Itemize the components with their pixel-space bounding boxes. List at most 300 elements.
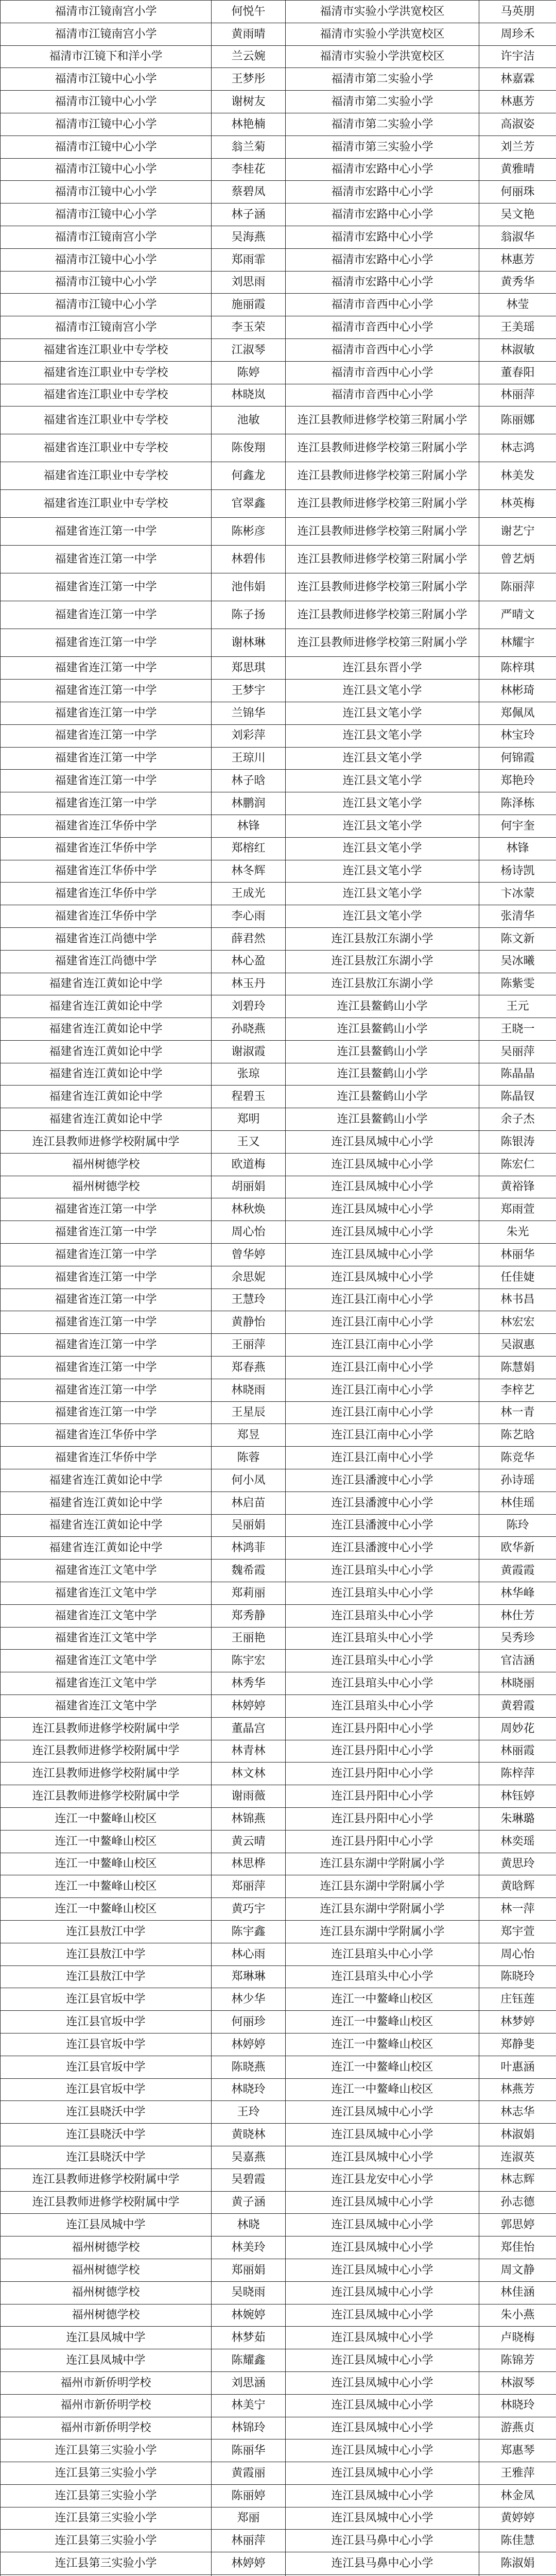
school-cell: 连江县潘渡中心小学 bbox=[286, 1492, 479, 1514]
table-row bbox=[1, 1920, 556, 1943]
school-cell: 连江县鳌鹤山小学 bbox=[286, 1108, 479, 1131]
table-row bbox=[1, 1040, 556, 1063]
name-cell: 胡丽娟 bbox=[212, 1176, 286, 1198]
table-row bbox=[1, 1604, 556, 1627]
name-cell: 王琼川 bbox=[212, 747, 286, 770]
name-cell: 郑雨萱 bbox=[479, 1198, 556, 1221]
name-cell: 郑榕红 bbox=[212, 837, 286, 860]
name-cell: 林思桦 bbox=[212, 1853, 286, 1875]
name-cell: 林淑娟 bbox=[479, 2124, 556, 2146]
school-cell: 福清市实验小学洪宽校区 bbox=[286, 45, 479, 68]
name-cell: 林志辉 bbox=[479, 2168, 556, 2191]
school-cell: 连江县琯头中心小学 bbox=[286, 1672, 479, 1695]
table-row bbox=[1, 792, 556, 815]
school-cell: 连江县敖江东湖小学 bbox=[286, 927, 479, 950]
name-cell: 孙晓燕 bbox=[212, 1018, 286, 1041]
school-cell: 连江县教师进修学校附属中学 bbox=[1, 1785, 212, 1808]
school-cell: 连江县敖江中学 bbox=[1, 1965, 212, 1988]
name-cell: 马英朋 bbox=[479, 1, 556, 23]
name-cell: 郑宇萱 bbox=[479, 1920, 556, 1943]
name-cell: 黄婷婷 bbox=[479, 2507, 556, 2530]
school-cell: 连江县东晋小学 bbox=[286, 657, 479, 680]
name-cell: 吴淑惠 bbox=[479, 1334, 556, 1357]
table-row bbox=[1, 2552, 556, 2575]
table-row bbox=[1, 1447, 556, 1469]
name-cell: 陈俊翔 bbox=[212, 434, 286, 462]
name-cell: 郑春燕 bbox=[212, 1357, 286, 1379]
school-cell: 连江县丹阳中心小学 bbox=[286, 1717, 479, 1740]
name-cell: 陈竞华 bbox=[479, 1447, 556, 1469]
table-row bbox=[1, 1560, 556, 1582]
name-cell: 陈宏仁 bbox=[479, 1153, 556, 1176]
table-row bbox=[1, 1198, 556, 1221]
table-row bbox=[1, 995, 556, 1018]
name-cell: 林心盈 bbox=[212, 950, 286, 973]
table-row bbox=[1, 2168, 556, 2191]
school-cell: 连江县敖江东湖小学 bbox=[286, 973, 479, 995]
school-cell: 福建省连江黄如论中学 bbox=[1, 1018, 212, 1041]
school-cell: 福清市音西中心小学 bbox=[286, 294, 479, 316]
school-cell: 连江县凤城中心小学 bbox=[286, 2214, 479, 2236]
name-cell: 谢林琳 bbox=[212, 629, 286, 657]
name-cell: 刘碧玲 bbox=[212, 995, 286, 1018]
school-cell: 连江县凤城中心小学 bbox=[286, 2304, 479, 2327]
school-cell: 福州市新侨明学校 bbox=[1, 2371, 212, 2394]
name-cell: 林惠芳 bbox=[479, 91, 556, 113]
table-row bbox=[1, 135, 556, 158]
school-cell: 连江县鳌鹤山小学 bbox=[286, 1018, 479, 1041]
name-cell: 高淑姿 bbox=[479, 113, 556, 135]
school-cell: 福建省连江第一中学 bbox=[1, 1289, 212, 1311]
table-row bbox=[1, 1807, 556, 1830]
table-row bbox=[1, 294, 556, 316]
table-row bbox=[1, 2214, 556, 2236]
name-cell: 余思妮 bbox=[212, 1266, 286, 1289]
table-row bbox=[1, 226, 556, 248]
school-cell: 连江县教师进修学校附属中学 bbox=[1, 2168, 212, 2191]
name-cell: 翁淑华 bbox=[479, 226, 556, 248]
school-cell: 连江县文笔小学 bbox=[286, 792, 479, 815]
name-cell: 郑静斐 bbox=[479, 2033, 556, 2056]
school-cell: 福建省连江文笔中学 bbox=[1, 1650, 212, 1672]
name-cell: 郑明 bbox=[212, 1108, 286, 1131]
school-cell: 连江县琯头中心小学 bbox=[286, 1650, 479, 1672]
name-cell: 黄雅晴 bbox=[479, 158, 556, 181]
school-cell: 连江县潘渡中心小学 bbox=[286, 1514, 479, 1537]
school-cell: 连江县东湖中学附属小学 bbox=[286, 1898, 479, 1921]
table-row bbox=[1, 1424, 556, 1447]
school-cell: 福建省连江第一中学 bbox=[1, 747, 212, 770]
school-cell: 福建省连江第一中学 bbox=[1, 1244, 212, 1266]
school-cell: 连江县凤城中心小学 bbox=[286, 2484, 479, 2507]
name-cell: 薛君然 bbox=[212, 927, 286, 950]
school-cell: 福州市新侨明学校 bbox=[1, 2394, 212, 2417]
name-cell: 吴丽萍 bbox=[479, 1040, 556, 1063]
name-cell: 欧道梅 bbox=[212, 1153, 286, 1176]
name-cell: 林淑敏 bbox=[479, 338, 556, 361]
name-cell: 王梦彤 bbox=[212, 68, 286, 91]
name-cell: 林梦婷 bbox=[479, 2011, 556, 2033]
school-cell: 连江县江南中心小学 bbox=[286, 1334, 479, 1357]
school-cell: 连江县教师进修学校第三附属小学 bbox=[286, 546, 479, 573]
table-row bbox=[1, 883, 556, 905]
name-cell: 林丽萍 bbox=[212, 2530, 286, 2552]
school-cell: 连江县教师进修学校第三附属小学 bbox=[286, 573, 479, 601]
school-cell: 福建省连江华侨中学 bbox=[1, 905, 212, 928]
school-cell: 连江县凤城中心小学 bbox=[286, 2371, 479, 2394]
school-cell: 福州树德学校 bbox=[1, 2281, 212, 2304]
school-cell: 连江一中鳌峰山校区 bbox=[286, 1988, 479, 2011]
name-cell: 黄子涵 bbox=[212, 2191, 286, 2214]
table-row bbox=[1, 490, 556, 518]
table-row bbox=[1, 316, 556, 339]
school-cell: 连江县江南中心小学 bbox=[286, 1424, 479, 1447]
school-cell: 福建省连江黄如论中学 bbox=[1, 1492, 212, 1514]
school-cell: 福清市音西中心小学 bbox=[286, 316, 479, 339]
name-cell: 林仕芳 bbox=[479, 1604, 556, 1627]
name-cell: 黄霞丽 bbox=[212, 2462, 286, 2485]
name-cell: 林锦燕 bbox=[212, 1807, 286, 1830]
name-cell: 吴晓雨 bbox=[212, 2281, 286, 2304]
table-row bbox=[1, 2281, 556, 2304]
school-cell: 连江县凤城中心小学 bbox=[286, 2507, 479, 2530]
table-row bbox=[1, 1221, 556, 1244]
school-cell: 福建省连江职业中专学校 bbox=[1, 434, 212, 462]
name-cell: 曾艺炳 bbox=[479, 546, 556, 573]
name-cell: 林锋 bbox=[212, 815, 286, 837]
school-cell: 福建省连江第一中学 bbox=[1, 629, 212, 657]
name-cell: 王晓一 bbox=[479, 1018, 556, 1041]
name-cell: 林佳涵 bbox=[479, 2281, 556, 2304]
name-cell: 陈佳慧 bbox=[479, 2530, 556, 2552]
name-cell: 陈梓琪 bbox=[479, 657, 556, 680]
school-cell: 福州树德学校 bbox=[1, 2304, 212, 2327]
school-cell: 连江县凤城中心小学 bbox=[286, 2349, 479, 2372]
name-cell: 何丽珍 bbox=[212, 2011, 286, 2033]
table-row bbox=[1, 2236, 556, 2259]
name-cell: 谢淑霞 bbox=[212, 1040, 286, 1063]
school-cell: 福清市音西中心小学 bbox=[286, 384, 479, 406]
school-cell: 连江县凤城中心小学 bbox=[286, 2124, 479, 2146]
school-cell: 连江一中鳌峰山校区 bbox=[286, 2033, 479, 2056]
name-cell: 陈蓉 bbox=[212, 1447, 286, 1469]
name-cell: 林金凤 bbox=[479, 2484, 556, 2507]
name-cell: 吴嘉燕 bbox=[212, 2146, 286, 2168]
name-cell: 谢艺宁 bbox=[479, 518, 556, 546]
table-row bbox=[1, 905, 556, 928]
school-cell: 福建省连江文笔中学 bbox=[1, 1560, 212, 1582]
school-cell: 福建省连江文笔中学 bbox=[1, 1604, 212, 1627]
table-row bbox=[1, 2101, 556, 2124]
school-cell: 福建省连江黄如论中学 bbox=[1, 1086, 212, 1108]
school-cell: 连江县文笔小学 bbox=[286, 770, 479, 792]
school-cell: 连江县凤城中心小学 bbox=[286, 2259, 479, 2281]
name-cell: 翁兰菊 bbox=[212, 135, 286, 158]
school-cell: 连江县丹阳中心小学 bbox=[286, 1762, 479, 1785]
school-cell: 连江县教师进修学校第三附属小学 bbox=[286, 518, 479, 546]
name-cell: 朱光 bbox=[479, 1221, 556, 1244]
table-row bbox=[1, 45, 556, 68]
school-cell: 连江县文笔小学 bbox=[286, 680, 479, 702]
school-cell: 连江县东湖中学附属小学 bbox=[286, 1875, 479, 1898]
school-cell: 连江县丹阳中心小学 bbox=[286, 1830, 479, 1853]
table-row bbox=[1, 1717, 556, 1740]
name-cell: 郑丽萍 bbox=[212, 1875, 286, 1898]
school-cell: 连江县琯头中心小学 bbox=[286, 1943, 479, 1965]
table-row bbox=[1, 2056, 556, 2078]
school-cell: 福建省连江华侨中学 bbox=[1, 815, 212, 837]
school-cell: 连江县丹阳中心小学 bbox=[286, 1785, 479, 1808]
name-cell: 李桂花 bbox=[212, 158, 286, 181]
table-row bbox=[1, 181, 556, 204]
school-cell: 福清市江镜中心小学 bbox=[1, 113, 212, 135]
school-cell: 福建省连江第一中学 bbox=[1, 1266, 212, 1289]
table-row bbox=[1, 1943, 556, 1965]
name-cell: 陈婷 bbox=[212, 361, 286, 384]
school-cell: 连江县江南中心小学 bbox=[286, 1289, 479, 1311]
name-cell: 陈子扬 bbox=[212, 601, 286, 629]
name-cell: 陈梓萍 bbox=[479, 1762, 556, 1785]
table-row bbox=[1, 1311, 556, 1334]
school-cell: 连江县江南中心小学 bbox=[286, 1447, 479, 1469]
name-cell: 林鹏润 bbox=[212, 792, 286, 815]
name-cell: 黄雨晴 bbox=[212, 23, 286, 45]
school-cell: 福建省连江第一中学 bbox=[1, 601, 212, 629]
table-row bbox=[1, 113, 556, 135]
school-cell: 连江一中鳌峰山校区 bbox=[286, 2011, 479, 2033]
school-cell: 连江县文笔小学 bbox=[286, 815, 479, 837]
school-cell: 连江县教师进修学校附属中学 bbox=[1, 1131, 212, 1154]
name-cell: 陈晓燕 bbox=[212, 2056, 286, 2078]
name-cell: 林婷婷 bbox=[212, 2552, 286, 2575]
table-row bbox=[1, 384, 556, 406]
name-cell: 林玉丹 bbox=[212, 973, 286, 995]
name-cell: 周文静 bbox=[479, 2259, 556, 2281]
table-row bbox=[1, 1514, 556, 1537]
table-row bbox=[1, 1289, 556, 1311]
name-cell: 陈丽萍 bbox=[479, 573, 556, 601]
name-cell: 卞冰蒙 bbox=[479, 883, 556, 905]
school-cell: 福建省连江第一中学 bbox=[1, 724, 212, 747]
school-cell: 连江县教师进修学校附属中学 bbox=[1, 2191, 212, 2214]
school-cell: 连江县第三实验小学 bbox=[1, 2530, 212, 2552]
school-cell: 连江县凤城中心小学 bbox=[286, 2236, 479, 2259]
school-cell: 福清市江镜中心小学 bbox=[1, 181, 212, 204]
school-cell: 福清市宏路中心小学 bbox=[286, 181, 479, 204]
school-cell: 福建省连江第一中学 bbox=[1, 1357, 212, 1379]
school-cell: 连江县鳌鹤山小学 bbox=[286, 1086, 479, 1108]
name-cell: 林晓 bbox=[212, 2214, 286, 2236]
name-cell: 林莹 bbox=[479, 294, 556, 316]
name-cell: 池敏 bbox=[212, 406, 286, 434]
name-cell: 王梦宇 bbox=[212, 680, 286, 702]
table-row bbox=[1, 2484, 556, 2507]
school-cell: 连江县官坂中学 bbox=[1, 2078, 212, 2101]
name-cell: 周珍禾 bbox=[479, 23, 556, 45]
name-cell: 王星辰 bbox=[212, 1401, 286, 1424]
name-cell: 孙诗瑶 bbox=[479, 1469, 556, 1492]
school-cell: 连江县凤城中学 bbox=[1, 2214, 212, 2236]
school-cell: 福建省连江职业中专学校 bbox=[1, 490, 212, 518]
table-row bbox=[1, 2191, 556, 2214]
name-cell: 林华峰 bbox=[479, 1582, 556, 1605]
name-cell: 陈锦芳 bbox=[479, 2349, 556, 2372]
school-cell: 福建省连江第一中学 bbox=[1, 573, 212, 601]
name-cell: 吴丽娟 bbox=[212, 1514, 286, 1537]
table-row bbox=[1, 204, 556, 226]
table-row bbox=[1, 680, 556, 702]
name-cell: 陈丽华 bbox=[212, 2439, 286, 2462]
table-row bbox=[1, 973, 556, 995]
school-cell: 连江一中鳌峰山校区 bbox=[1, 1898, 212, 1921]
table-row bbox=[1, 1965, 556, 1988]
name-cell: 林子涵 bbox=[212, 204, 286, 226]
table-row bbox=[1, 1740, 556, 1762]
school-cell: 连江县教师进修学校第三附属小学 bbox=[286, 629, 479, 657]
name-cell: 叶惠涵 bbox=[479, 2056, 556, 2078]
table-row bbox=[1, 1853, 556, 1875]
name-cell: 刘思涵 bbox=[212, 2371, 286, 2394]
school-cell: 连江县文笔小学 bbox=[286, 883, 479, 905]
name-cell: 林美玲 bbox=[212, 2236, 286, 2259]
school-cell: 福州树德学校 bbox=[1, 1153, 212, 1176]
name-cell: 林宏宏 bbox=[479, 1311, 556, 1334]
name-cell: 林梦茹 bbox=[212, 2327, 286, 2349]
name-cell: 林启苗 bbox=[212, 1492, 286, 1514]
table-row bbox=[1, 1650, 556, 1672]
name-cell: 郑莉丽 bbox=[212, 1582, 286, 1605]
school-cell: 福清市江镜中心小学 bbox=[1, 294, 212, 316]
school-cell: 福建省连江第一中学 bbox=[1, 770, 212, 792]
table-row bbox=[1, 629, 556, 657]
name-cell: 郑艳玲 bbox=[479, 770, 556, 792]
school-cell: 福建省连江第一中学 bbox=[1, 546, 212, 573]
name-cell: 黄静怡 bbox=[212, 1311, 286, 1334]
school-cell: 福建省连江黄如论中学 bbox=[1, 1040, 212, 1063]
table-row bbox=[1, 1379, 556, 1401]
school-cell: 连江县官坂中学 bbox=[1, 1988, 212, 2011]
school-cell: 福建省连江第一中学 bbox=[1, 680, 212, 702]
school-cell: 连江县鳌鹤山小学 bbox=[286, 1040, 479, 1063]
name-cell: 陈宇宏 bbox=[212, 1650, 286, 1672]
table-row bbox=[1, 1875, 556, 1898]
table-row bbox=[1, 271, 556, 294]
table-row bbox=[1, 837, 556, 860]
name-cell: 郑佳怡 bbox=[479, 2236, 556, 2259]
name-cell: 卢晓梅 bbox=[479, 2327, 556, 2349]
name-cell: 黄霞霞 bbox=[479, 1560, 556, 1582]
name-cell: 陈晓玲 bbox=[479, 1965, 556, 1988]
name-cell: 欧华新 bbox=[479, 1537, 556, 1560]
school-cell: 福清市宏路中心小学 bbox=[286, 248, 479, 271]
name-cell: 林锦玲 bbox=[212, 2417, 286, 2439]
school-cell: 福清市江镜中心小学 bbox=[1, 204, 212, 226]
school-cell: 福清市江镜南宫小学 bbox=[1, 1, 212, 23]
table-row bbox=[1, 1, 556, 23]
table-row bbox=[1, 1063, 556, 1086]
school-cell: 福建省连江第一中学 bbox=[1, 1221, 212, 1244]
school-cell: 福建省连江黄如论中学 bbox=[1, 1469, 212, 1492]
table-row bbox=[1, 601, 556, 629]
school-cell: 连江县文笔小学 bbox=[286, 724, 479, 747]
name-cell: 王元 bbox=[479, 995, 556, 1018]
school-cell: 福建省连江黄如论中学 bbox=[1, 1514, 212, 1537]
table-row bbox=[1, 1785, 556, 1808]
table-row bbox=[1, 1108, 556, 1131]
name-cell: 林彬琦 bbox=[479, 680, 556, 702]
school-cell: 连江县凤城中心小学 bbox=[286, 1198, 479, 1221]
school-cell: 福建省连江文笔中学 bbox=[1, 1672, 212, 1695]
name-cell: 郭思婷 bbox=[479, 2214, 556, 2236]
name-cell: 林碧伟 bbox=[212, 546, 286, 573]
table-row bbox=[1, 1537, 556, 1560]
name-cell: 谢树友 bbox=[212, 91, 286, 113]
name-cell: 林婷婷 bbox=[212, 2033, 286, 2056]
school-cell: 福建省连江华侨中学 bbox=[1, 883, 212, 905]
name-cell: 陈丽娜 bbox=[479, 406, 556, 434]
table-row bbox=[1, 657, 556, 680]
table-row bbox=[1, 361, 556, 384]
school-cell: 福清市第二实验小学 bbox=[286, 91, 479, 113]
school-cell: 福建省连江华侨中学 bbox=[1, 1447, 212, 1469]
name-cell: 江淑琴 bbox=[212, 338, 286, 361]
name-cell: 董春阳 bbox=[479, 361, 556, 384]
table-row bbox=[1, 1672, 556, 1695]
school-cell: 福建省连江华侨中学 bbox=[1, 860, 212, 883]
name-cell: 刘思雨 bbox=[212, 271, 286, 294]
name-cell: 施丽霞 bbox=[212, 294, 286, 316]
name-cell: 黄晓林 bbox=[212, 2124, 286, 2146]
table-row bbox=[1, 406, 556, 434]
school-cell: 福建省连江尚德中学 bbox=[1, 950, 212, 973]
school-cell: 福清市第三实验小学 bbox=[286, 135, 479, 158]
school-cell: 福建省连江第一中学 bbox=[1, 792, 212, 815]
name-cell: 林文林 bbox=[212, 1762, 286, 1785]
school-cell: 连江县凤城中心小学 bbox=[286, 1131, 479, 1154]
school-cell: 福清市江镜中心小学 bbox=[1, 271, 212, 294]
school-cell: 连江县琯头中心小学 bbox=[286, 1627, 479, 1650]
name-cell: 吴冰曦 bbox=[479, 950, 556, 973]
school-cell: 连江县凤城中心小学 bbox=[286, 2191, 479, 2214]
name-cell: 林嘉霖 bbox=[479, 68, 556, 91]
name-cell: 郑丽 bbox=[212, 2507, 286, 2530]
table-row bbox=[1, 702, 556, 724]
school-cell: 连江县官坂中学 bbox=[1, 2033, 212, 2056]
school-cell: 福清市宏路中心小学 bbox=[286, 158, 479, 181]
school-cell: 连江县教师进修学校附属中学 bbox=[1, 1717, 212, 1740]
school-cell: 连江县凤城中心小学 bbox=[286, 2327, 479, 2349]
school-cell: 连江县江南中心小学 bbox=[286, 1401, 479, 1424]
name-cell: 林丽华 bbox=[479, 1244, 556, 1266]
school-cell: 福建省连江第一中学 bbox=[1, 1198, 212, 1221]
name-cell: 林晓玲 bbox=[479, 2394, 556, 2417]
name-cell: 陈淑娟 bbox=[479, 2552, 556, 2575]
table-row bbox=[1, 2462, 556, 2485]
name-cell: 陈泽栋 bbox=[479, 792, 556, 815]
name-cell: 官洁涵 bbox=[479, 1650, 556, 1672]
name-cell: 林书昌 bbox=[479, 1289, 556, 1311]
name-cell: 林惠芳 bbox=[479, 248, 556, 271]
school-cell: 福清市第二实验小学 bbox=[286, 68, 479, 91]
school-cell: 福清市第二实验小学 bbox=[286, 113, 479, 135]
table-row bbox=[1, 1176, 556, 1198]
name-cell: 曾华婷 bbox=[212, 1244, 286, 1266]
school-cell: 福建省连江第一中学 bbox=[1, 1379, 212, 1401]
table-row bbox=[1, 2507, 556, 2530]
name-cell: 陈银涛 bbox=[479, 1131, 556, 1154]
school-cell: 连江县凤城中心小学 bbox=[286, 1221, 479, 1244]
school-cell: 连江县凤城中心小学 bbox=[286, 2462, 479, 2485]
